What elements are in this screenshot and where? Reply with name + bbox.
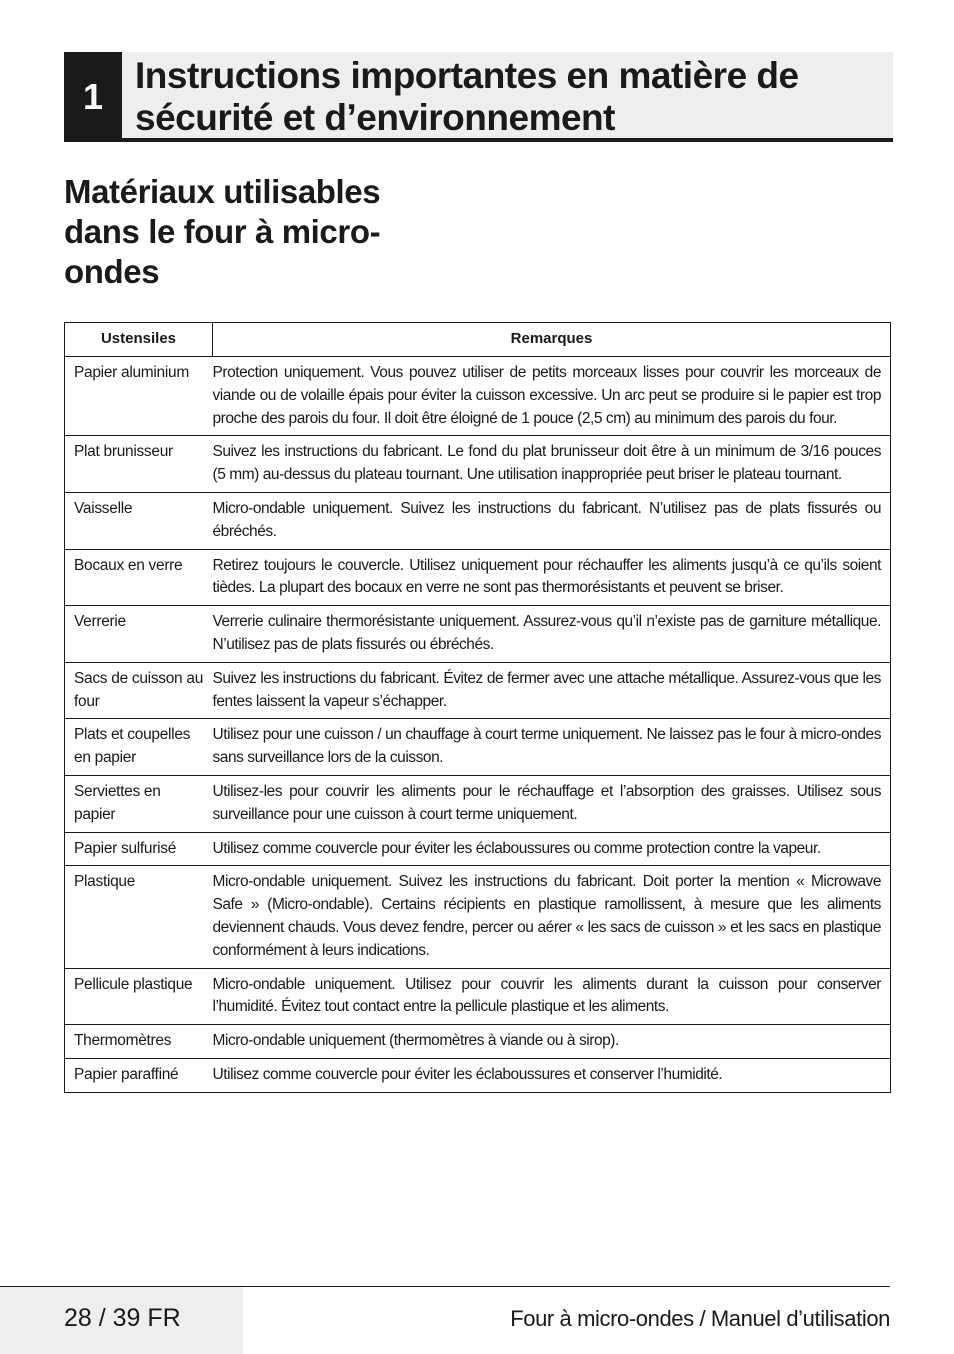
utensil-cell	[65, 1058, 213, 1092]
utensil-cell	[65, 357, 213, 436]
remark-cell: Verrerie culinaire thermorésistante uniquement. Assurez-vous qu’il n’existe pas de garniture métallique. N’utilisez pas de plats fissurés ou ébréchés.	[213, 606, 891, 663]
table-row	[65, 968, 891, 1025]
materials-table	[64, 322, 891, 1093]
utensil-name: Serviettes en papier	[74, 782, 161, 823]
remark-cell: Protection uniquement. Vous pouvez utiliser de petits morceaux lisses pour couvrir les morceaux de viande ou de volaille épais pour éviter la cuisson excessive. Un arc peut se produire si le papier est trop proche des parois du four. Il doit être éloigné de 1 pouce (2,5 cm) au minimum des parois du four.	[213, 357, 891, 436]
utensil-cell	[65, 775, 213, 832]
utensil-cell	[65, 492, 213, 549]
table-header-row	[65, 323, 891, 357]
table-row	[65, 866, 891, 968]
utensil-cell	[65, 662, 213, 719]
utensil-cell	[65, 549, 213, 606]
table-row	[65, 357, 891, 436]
table-row	[65, 775, 891, 832]
remark-cell: Micro-ondable uniquement. Suivez les instructions du fabricant. N’utilisez pas de plats fissurés ou ébréchés.	[213, 492, 891, 549]
table-row	[65, 1058, 891, 1092]
utensil-name: Papier sulfurisé	[74, 839, 177, 857]
utensil-name: Vaisselle	[74, 499, 133, 517]
table-row	[65, 436, 891, 493]
utensil-name: Sacs de cuisson au four	[74, 669, 204, 710]
table-row	[65, 606, 891, 663]
table-row	[65, 1025, 891, 1059]
remark-cell: Suivez les instructions du fabricant. Le fond du plat brunisseur doit être à un minimum de 3/16 pouces (5 mm) au-dessus du plateau tournant. Une utilisation inappropriée peut briser le plateau tournant.	[213, 436, 891, 493]
column-header-ustensiles: Ustensiles	[65, 323, 213, 357]
utensil-cell	[65, 866, 213, 968]
remark-cell: Utilisez comme couvercle pour éviter les éclaboussures et conserver l’humidité.	[213, 1058, 891, 1092]
utensil-cell	[65, 968, 213, 1025]
utensil-name: Plats et coupelles en papier	[74, 726, 191, 767]
chapter-title-bar	[122, 52, 893, 142]
table-row	[65, 662, 891, 719]
section-title: Matériaux utilisables dans le four à micro-ondes	[64, 173, 381, 290]
utensil-name: Papier paraffiné	[74, 1065, 179, 1083]
utensil-name: Pellicule plastique	[74, 975, 193, 993]
utensil-name: Thermomètres	[74, 1032, 172, 1050]
utensil-cell	[65, 719, 213, 776]
remark-cell: Utilisez-les pour couvrir les aliments pour le réchauffage et l’absorption des graisses. Utilisez sous surveillance pour une cuisson à court terme uniquement.	[213, 775, 891, 832]
remark-cell: Utilisez comme couvercle pour éviter les éclaboussures ou comme protection contre la vapeur.	[213, 832, 891, 866]
document-title: Four à micro-ondes / Manuel d’utilisation	[510, 1306, 890, 1331]
remark-cell: Micro-ondable uniquement. Utilisez pour couvrir les aliments durant la cuisson pour conserver l’humidité. Évitez tout contact entre la pellicule plastique et les aliments.	[213, 968, 891, 1025]
chapter-number: 1	[64, 52, 122, 142]
remark-cell: Micro-ondable uniquement. Suivez les instructions du fabricant. Doit porter la mention « Microwave Safe » (Micro-ondable). Certains récipients en plastique ramollissent, à mesure que les aliments deviennent chauds. Vous devez fendre, percer ou aérer « les sacs de cuisson » et les sacs en plastique conformément à leurs indications.	[213, 866, 891, 968]
utensil-cell	[65, 1025, 213, 1059]
table-row	[65, 492, 891, 549]
table-row	[65, 719, 891, 776]
table-row	[65, 549, 891, 606]
table-row	[65, 832, 891, 866]
chapter-title: Instructions importantes en matière de sécurité et d’environnement	[135, 55, 799, 138]
column-header-remarques: Remarques	[213, 323, 891, 357]
utensil-cell	[65, 606, 213, 663]
utensil-name: Verrerie	[74, 613, 126, 631]
utensil-cell	[65, 832, 213, 866]
utensil-name: Bocaux en verre	[74, 556, 183, 574]
remark-cell: Retirez toujours le couvercle. Utilisez uniquement pour réchauffer les aliments jusqu’à ce qu’ils soient tièdes. La plupart des bocaux en verre ne sont pas thermorésistants et peuvent se briser.	[213, 549, 891, 606]
utensil-cell	[65, 436, 213, 493]
chapter-header	[64, 52, 893, 142]
remark-cell: Micro-ondable uniquement (thermomètres à viande ou à sirop).	[213, 1025, 891, 1059]
remark-cell: Suivez les instructions du fabricant. Évitez de fermer avec une attache métallique. Assurez-vous que les fentes laissent la vapeur s’échapper.	[213, 662, 891, 719]
utensil-name: Papier aluminium	[74, 364, 189, 381]
remark-cell: Utilisez pour une cuisson / un chauffage à court terme uniquement. Ne laissez pas le four à micro-ondes sans surveillance lors de la cuisson.	[213, 719, 891, 776]
utensil-name: Plastique	[74, 873, 136, 891]
utensil-name: Plat brunisseur	[74, 443, 173, 461]
page-number: 28 / 39 FR	[64, 1304, 181, 1332]
